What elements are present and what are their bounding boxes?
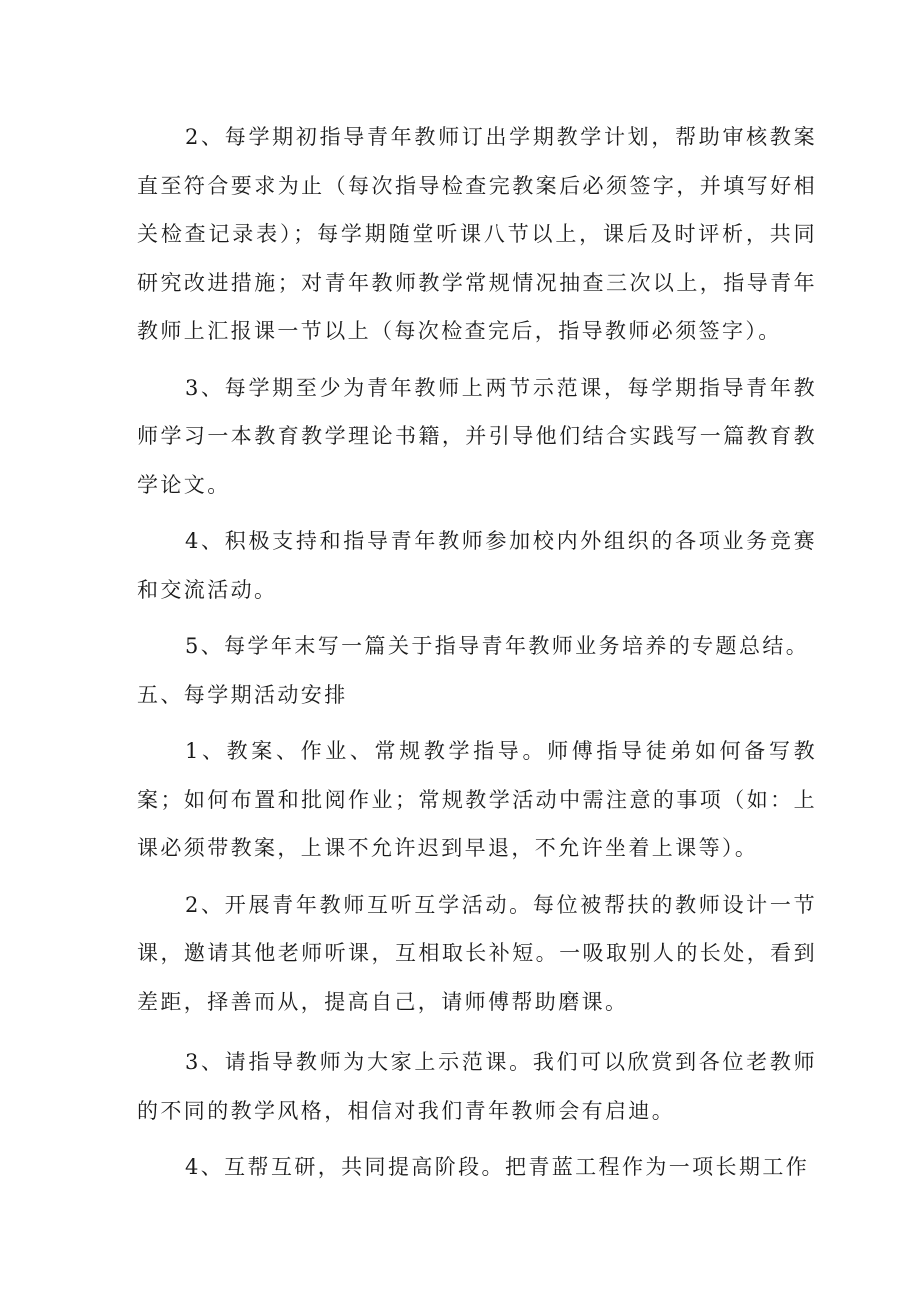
section-heading: 五、每学期活动安排: [137, 682, 348, 707]
activity-item-2: 2、开展青年教师互听互学活动。每位被帮扶的教师设计一节课，邀请其他老师听课，互相取长补短。一吸取别人的长处，看到差距，择善而从，提高自己，请师傅帮助磨课。: [137, 892, 817, 1014]
paragraph-item-2: 2、每学期初指导青年教师订出学期教学计划，帮助审核教案直至符合要求为止（每次指导检查完教案后必须签字，并填写好相关检查记录表）；每学期随堂听课八节以上，课后及时评析，共同研究改进措施；对青年教师教学常规情况抽查三次以上，指导青年教师上汇报课一节以上（每次检查完后，指导教师必须签字）。: [137, 125, 817, 343]
activity-item-3: 3、请指导教师为大家上示范课。我们可以欣赏到各位老教师的不同的教学风格，相信对我们青年教师会有启迪。: [137, 1050, 817, 1123]
activity-item-4: 4、互帮互研，共同提高阶段。把青蓝工程作为一项长期工作: [185, 1155, 810, 1179]
paragraph-item-3: 3、每学期至少为青年教师上两节示范课，每学期指导青年教师学习一本教育教学理论书籍，并引导他们结合实践写一篇教育教学论文。: [137, 375, 817, 497]
paragraph-item-4: 4、积极支持和指导青年教师参加校内外组织的各项业务竞赛和交流活动。: [137, 529, 817, 602]
activity-item-1: 1、教案、作业、常规教学指导。师傅指导徒弟如何备写教案；如何布置和批阅作业；常规教学活动中需注意的事项（如：上课必须带教案，上课不允许迟到早退，不允许坐着上课等）。: [137, 739, 817, 860]
document-body: [137, 113, 817, 1192]
paragraph-item-5: 5、每学年末写一篇关于指导青年教师业务培养的专题总结。: [185, 634, 810, 658]
